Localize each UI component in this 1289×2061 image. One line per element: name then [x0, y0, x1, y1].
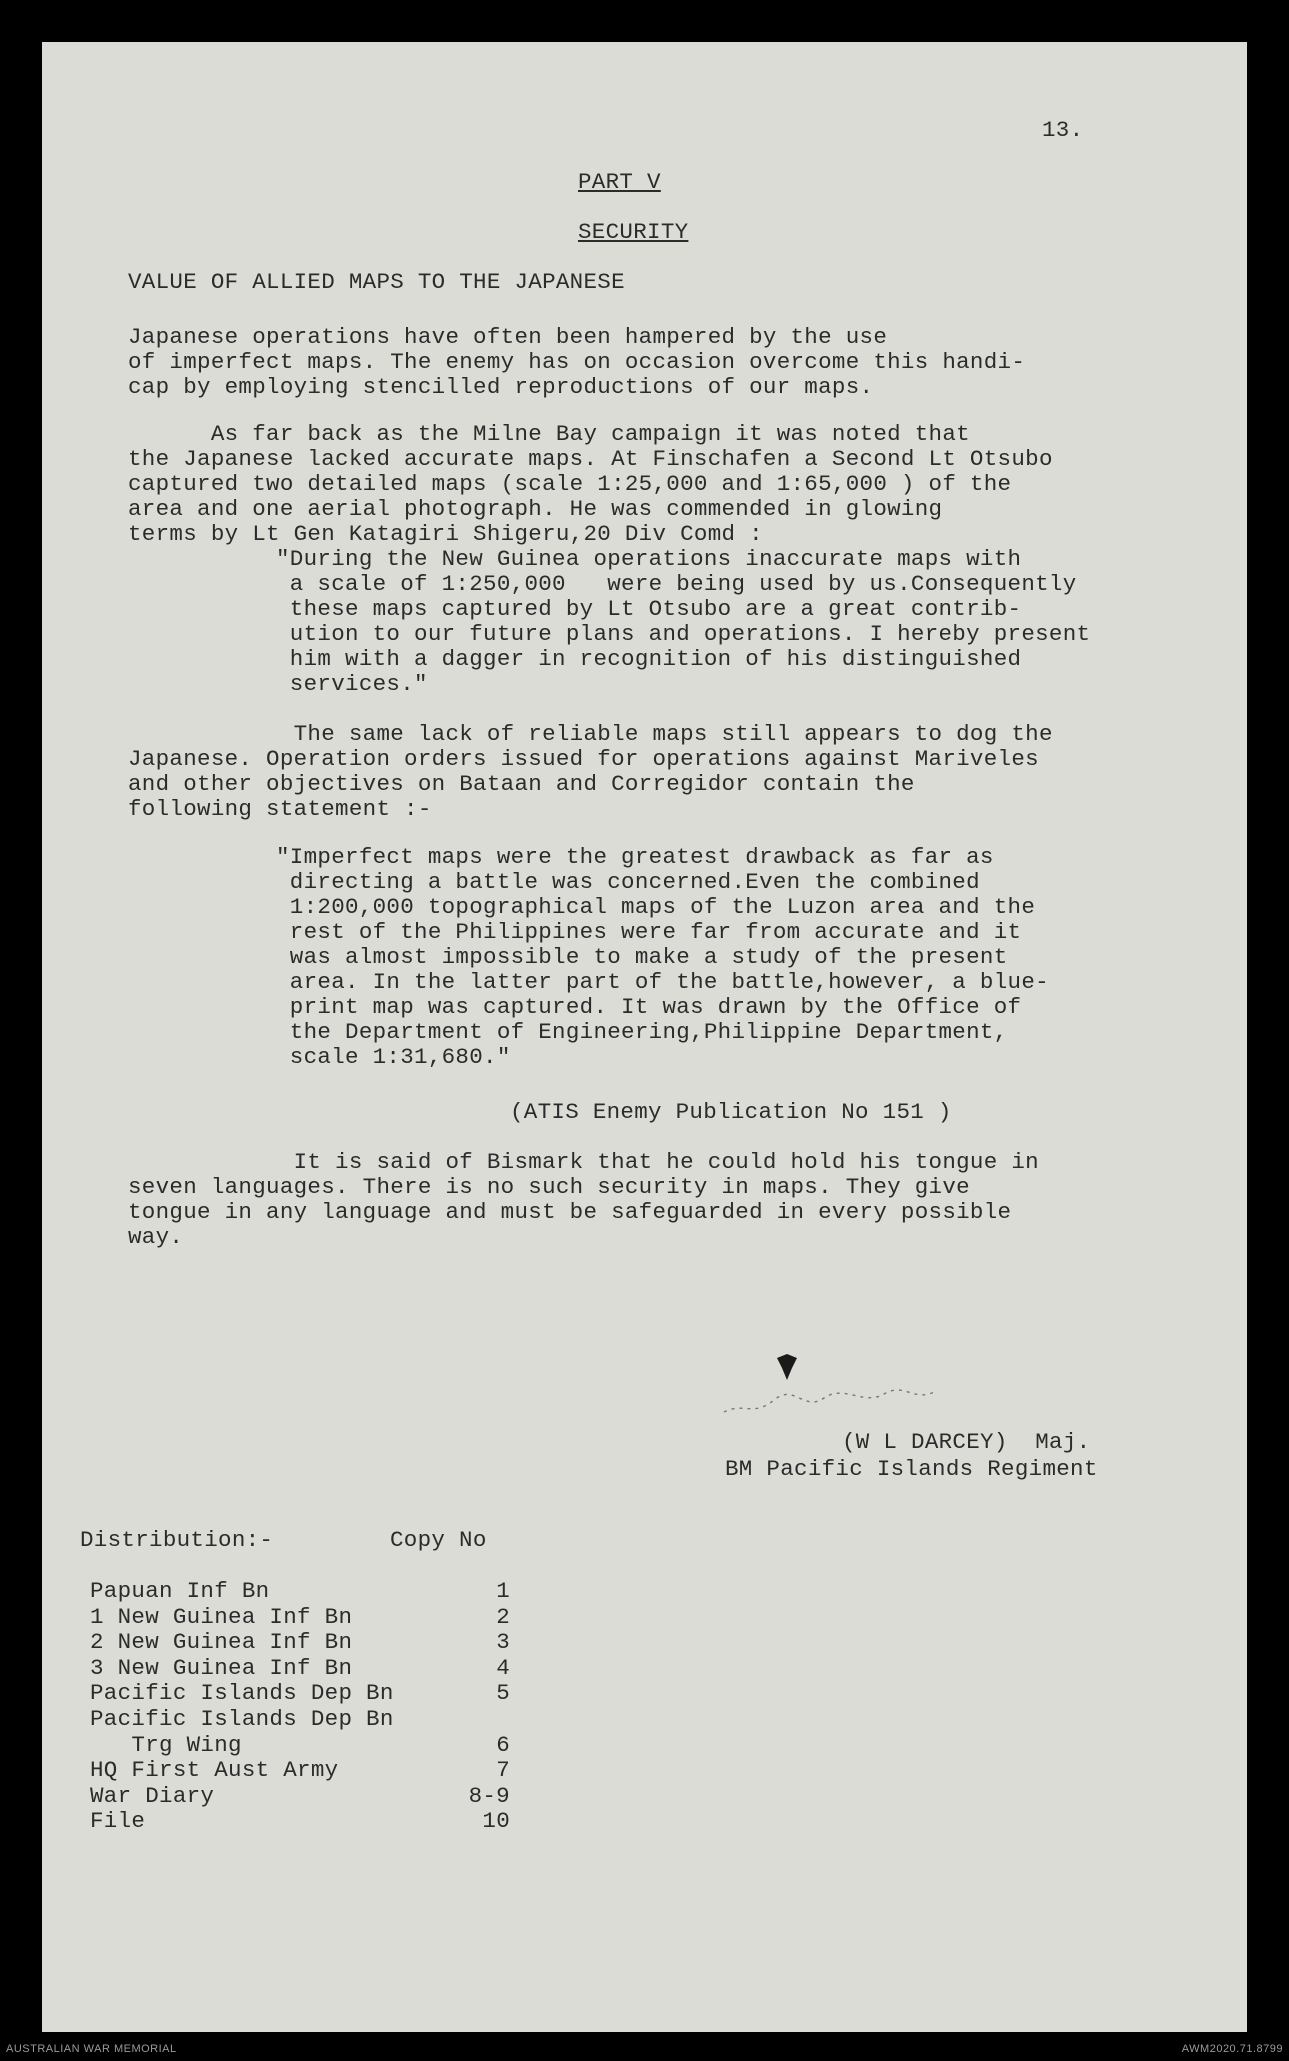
copy-number: 2	[496, 1603, 510, 1630]
signatory-name: (W L DARCEY) Maj.	[842, 1429, 1091, 1455]
copy-no-label: Copy No	[390, 1527, 487, 1553]
accession-number: AWM2020.71.8799	[1181, 2043, 1283, 2055]
document-page	[42, 42, 1247, 2032]
paragraph-1: Japanese operations have often been hampered by the use of imperfect maps. The enemy has on occasion overcome this handi- cap by employing stencilled reproductions of our maps.	[128, 324, 1026, 400]
distribution-row	[90, 1732, 510, 1758]
distribution-row	[90, 1808, 510, 1834]
distribution-row	[90, 1655, 510, 1681]
recipient: 3 New Guinea Inf Bn	[90, 1654, 353, 1681]
recipient: File	[90, 1808, 146, 1835]
distribution-row	[90, 1629, 510, 1655]
atis-reference: (ATIS Enemy Publication No 151 )	[510, 1099, 952, 1125]
page-number: 13.	[1042, 117, 1084, 143]
copy-number: 4	[496, 1654, 510, 1681]
recipient: 1 New Guinea Inf Bn	[90, 1603, 353, 1630]
distribution-row	[90, 1783, 510, 1809]
recipient: War Diary	[90, 1782, 215, 1809]
distribution-row	[90, 1604, 510, 1630]
distribution-row	[90, 1578, 510, 1604]
recipient: Trg Wing	[90, 1731, 242, 1758]
distribution-list	[90, 1578, 510, 1834]
copy-number: 1	[496, 1578, 510, 1604]
signatory-title: BM Pacific Islands Regiment	[725, 1456, 1098, 1482]
archive-credit: AUSTRALIAN WAR MEMORIAL	[6, 2043, 177, 2055]
copy-number: 5	[496, 1680, 510, 1707]
distribution-row	[90, 1706, 510, 1732]
distribution-row	[90, 1757, 510, 1783]
signature-scrawl	[714, 1372, 944, 1432]
paragraph-4: It is said of Bismark that he could hold his tongue in seven languages. There is no such security in maps. They give tongue in any language and must be safeguarded in every possible way.	[128, 1149, 1039, 1250]
section-heading: SECURITY	[578, 219, 689, 245]
copy-number	[450, 1706, 510, 1732]
recipient: Pacific Islands Dep Bn	[90, 1705, 394, 1732]
paragraph-2: As far back as the Milne Bay campaign it was noted that the Japanese lacked accurate maps. At Finschafen a Second Lt Otsubo captured two detailed maps (scale 1:25,000 and 1:65,000 ) of the area and one aerial photograph. He was commended in glowing terms by Lt Gen Katagiri Shigeru,20 Div Comd :	[128, 421, 1053, 547]
subheading: VALUE OF ALLIED MAPS TO THE JAPANESE	[128, 269, 625, 295]
distribution-row	[90, 1680, 510, 1706]
quote-katagiri: "During the New Guinea operations inaccurate maps with a scale of 1:250,000 were being used by us.Consequently these maps captured by Lt Otsubo are a great contrib- ution to our future plans and operations. I hereby present him with a dagger in recognition of his distinguished services."	[276, 546, 1091, 697]
recipient: 2 New Guinea Inf Bn	[90, 1629, 353, 1656]
quote-imperfect-maps: "Imperfect maps were the greatest drawback as far as directing a battle was concerned.Even the combined 1:200,000 topographical maps of the Luzon area and the rest of the Philippines were far from accurate and it was almost impossible to make a study of the present area. In the latter part of the battle,however, a blue- print map was captured. It was drawn by the Office of the Department of Engineering,Philippine Department, scale 1:31,680."	[276, 844, 1049, 1070]
distribution-label: Distribution:-	[80, 1527, 274, 1553]
recipient: Papuan Inf Bn	[90, 1578, 270, 1604]
recipient: HQ First Aust Army	[90, 1757, 339, 1784]
copy-number: 7	[496, 1757, 510, 1784]
part-heading: PART V	[578, 169, 661, 195]
recipient: Pacific Islands Dep Bn	[90, 1680, 394, 1707]
copy-number: 8-9	[468, 1782, 510, 1809]
paragraph-3: The same lack of reliable maps still appears to dog the Japanese. Operation orders issued for operations against Mariveles and other objectives on Bataan and Corregidor contain the following statement :-	[128, 721, 1053, 822]
copy-number: 3	[496, 1629, 510, 1656]
copy-number: 10	[482, 1808, 510, 1835]
copy-number: 6	[496, 1731, 510, 1758]
